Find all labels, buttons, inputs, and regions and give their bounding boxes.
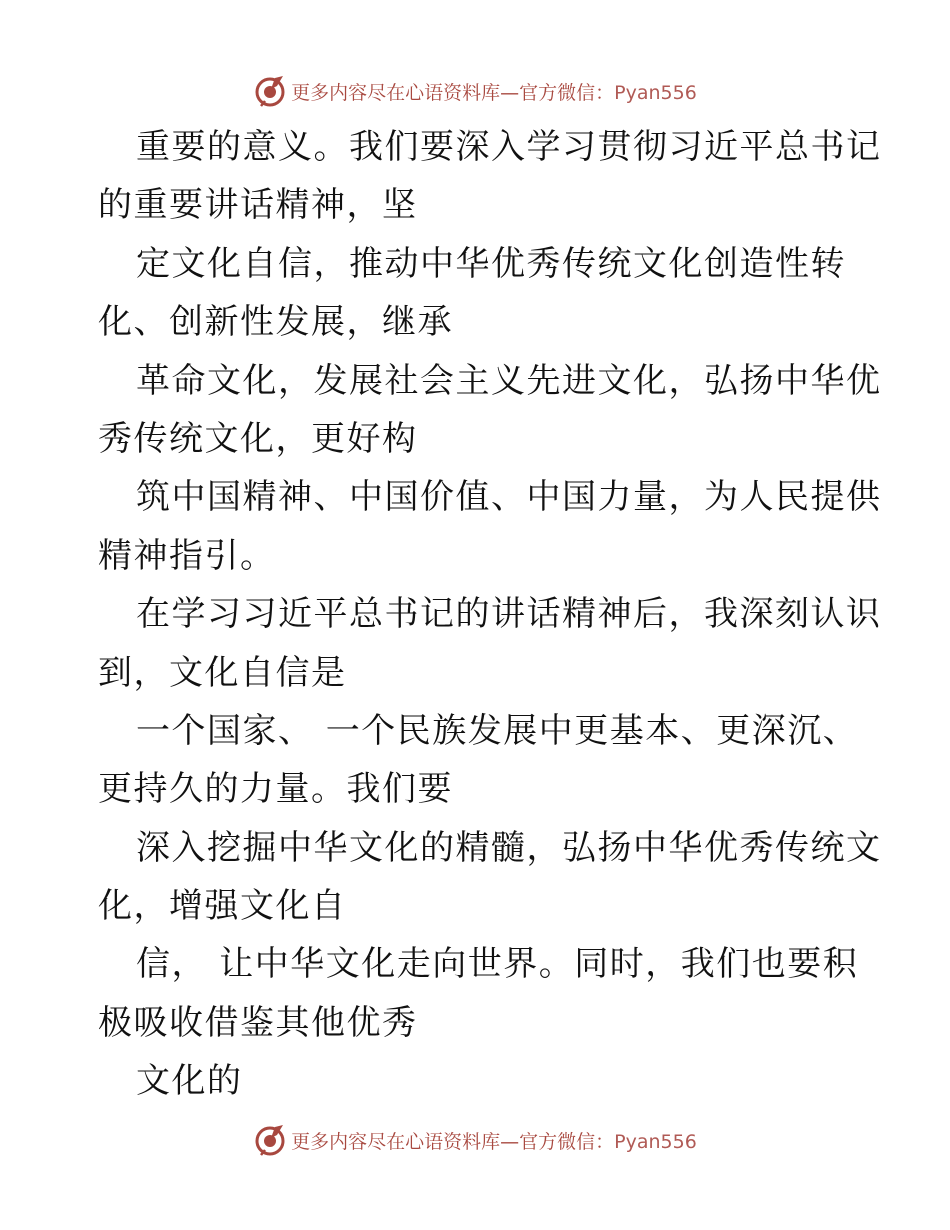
header-watermark-banner: [0, 71, 950, 111]
header-wechat-id: Pyan556: [614, 81, 697, 104]
text-line: 一个国家、 一个民族发展中更基本、更深沉、: [136, 710, 859, 751]
text-line: 文化的: [136, 1061, 243, 1102]
text-line: 信， 让中华文化走向世界。同时，我们也要积: [136, 944, 859, 985]
footer-watermark-banner: [0, 1120, 950, 1160]
header-banner-text: [291, 78, 697, 105]
text-line: 化，增强文化自: [98, 886, 347, 927]
document-body: [98, 118, 882, 1111]
text-line: 精神指引。: [98, 535, 276, 576]
text-line: 到，文化自信是: [98, 652, 347, 693]
text-line: 的重要讲话精神，坚: [98, 185, 418, 226]
header-banner-label: 更多内容尽在心语资料库—官方微信：: [291, 81, 615, 104]
quill-seal-logo-icon: [253, 1123, 287, 1157]
text-line: 筑中国精神、中国价值、中国力量，为人民提供: [136, 477, 882, 518]
text-line: 革命文化，发展社会主义先进文化，弘扬中华优: [136, 360, 882, 401]
footer-wechat-id: Pyan556: [614, 1130, 697, 1153]
text-line: 深入挖掘中华文化的精髓，弘扬中华优秀传统文: [136, 827, 882, 868]
text-line: 极吸收借鉴其他优秀: [98, 1002, 418, 1043]
text-line: 秀传统文化，更好构: [98, 418, 418, 459]
quill-seal-logo-icon: [253, 74, 287, 108]
text-line: 更持久的力量。我们要: [98, 769, 453, 810]
text-line: 化、创新性发展，继承: [98, 302, 453, 343]
footer-banner-label: 更多内容尽在心语资料库—官方微信：: [291, 1130, 615, 1153]
footer-banner-text: [291, 1127, 697, 1154]
text-line: 定文化自信，推动中华优秀传统文化创造性转: [136, 243, 846, 284]
text-line: 在学习习近平总书记的讲话精神后，我深刻认识: [136, 594, 882, 635]
text-line: 重要的意义。我们要深入学习贯彻习近平总书记: [136, 127, 882, 167]
